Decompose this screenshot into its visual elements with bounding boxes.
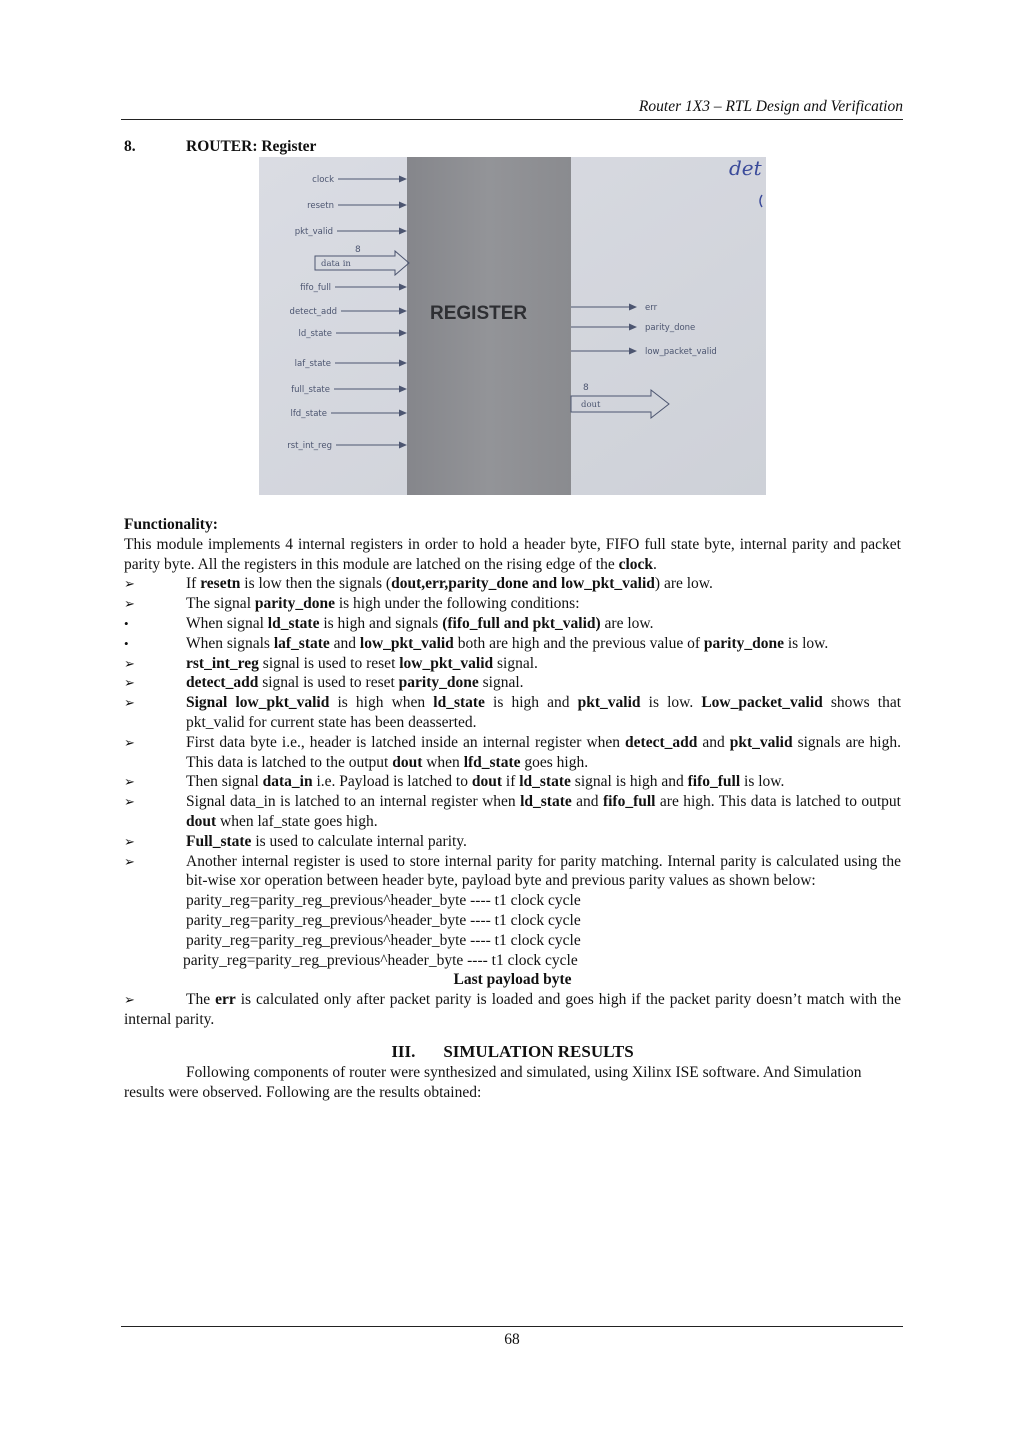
sub-item-ld-state: • When signal ld_state is high and signals (fifo_full and pkt_valid) are low. xyxy=(124,614,654,632)
header-rule xyxy=(121,119,903,120)
list-item-resetn: ➢ If resetn is low then the signals (dout,err,parity_done and low_pkt_valid) are low. xyxy=(124,575,713,593)
list-item-full-state: ➢ Full_state is used to calculate internal parity. xyxy=(124,832,467,850)
input-pin-label: detect_add xyxy=(289,307,337,317)
list-item-low-pkt-valid: ➢ Signal low_pkt_valid is high when ld_state is high and pkt_valid is low. Low_packet_valid shows that pkt_valid for current state has been deasserted. xyxy=(124,694,901,731)
arrow-bullet-icon: ➢ xyxy=(124,794,135,810)
list-item-err: ➢ The err is calculated only after packet parity is loaded and goes high if the packet parity doesn’t match with the internal parity. xyxy=(124,991,901,1028)
arrow-bullet-icon: ➢ xyxy=(124,734,135,750)
list-item-parity-done: ➢ The signal parity_done is high under the following conditions: xyxy=(124,595,580,613)
output-pin-label: low_packet_valid xyxy=(645,347,717,357)
output-pin-label: parity_done xyxy=(645,323,696,333)
section-heading xyxy=(124,138,316,156)
register-block-diagram xyxy=(259,157,766,495)
simulation-number: III. xyxy=(391,1041,416,1061)
parity-formula: parity_reg=parity_reg_previous^header_byte ---- t1 clock cycle xyxy=(186,911,581,929)
functionality-heading: Functionality: xyxy=(124,516,218,533)
simulation-paragraph: Following components of router were synthesized and simulated, using Xilinx ISE software. And Simulation results were observed. Following are the results obtained: xyxy=(124,1063,862,1101)
running-header: Router 1X3 – RTL Design and Verification xyxy=(638,98,903,115)
data-in-width-label: 8 xyxy=(355,245,361,255)
input-pin-label: laf_state xyxy=(294,359,331,369)
list-item-rst-int-reg: ➢ rst_int_reg signal is used to reset low_pkt_valid signal. xyxy=(124,654,538,672)
last-payload-label: Last payload byte xyxy=(453,971,572,989)
list-item-payload-latch: ➢ Then signal data_in i.e. Payload is latched to dout if ld_state signal is high and fifo_full is low. xyxy=(124,773,785,791)
parity-formula: parity_reg=parity_reg_previous^header_byte ---- t1 clock cycle xyxy=(186,892,581,910)
list-item-internal-parity: ➢ Another internal register is used to store internal parity for parity matching. Internal parity is calculated using the bit-wise xor operation between header byte, payload byte and previous parity values as shown below: xyxy=(124,852,901,890)
arrow-bullet-icon: ➢ xyxy=(124,992,135,1008)
arrow-bullet-icon: ➢ xyxy=(124,655,135,671)
page-number: 68 xyxy=(504,1331,520,1348)
register-block-label: REGISTER xyxy=(430,303,528,324)
arrow-bullet-icon: ➢ xyxy=(124,675,135,691)
section-title: ROUTER: Register xyxy=(186,138,317,155)
dot-bullet-icon: • xyxy=(124,615,129,631)
arrow-bullet-icon: ➢ xyxy=(124,833,135,849)
register-block xyxy=(407,157,571,495)
output-pin-label: err xyxy=(645,303,658,313)
input-pin-label: full_state xyxy=(291,385,330,395)
list-item-detect-add: ➢ detect_add signal is used to reset parity_done signal. xyxy=(124,674,524,692)
sub-item-laf-state: • When signals laf_state and low_pkt_valid both are high and the previous value of parity_done is low. xyxy=(124,634,829,652)
parity-formula: parity_reg=parity_reg_previous^header_byte ---- t1 clock cycle xyxy=(183,951,578,969)
simulation-title: SIMULATION RESULTS xyxy=(443,1041,634,1061)
margin-note: det xyxy=(729,157,762,180)
simulation-heading xyxy=(124,1041,901,1063)
body-text xyxy=(124,515,901,1102)
input-pin-label: pkt_valid xyxy=(294,227,333,237)
input-pin-label: ld_state xyxy=(298,329,332,339)
dout-width-label: 8 xyxy=(583,383,589,393)
input-pin-label: resetn xyxy=(307,201,334,211)
input-pin-label: data in xyxy=(321,259,351,269)
list-item-header-latch: ➢ First data byte i.e., header is latched inside an internal register when detect_add and pkt_valid signals are high. This data is latched to the output dout when lfd_state goes high. xyxy=(124,733,901,771)
parity-formula: parity_reg=parity_reg_previous^header_byte ---- t1 clock cycle xyxy=(186,931,581,949)
input-pin-label: rst_int_reg xyxy=(287,441,332,451)
arrow-bullet-icon: ➢ xyxy=(124,596,135,612)
input-pin-label: fifo_full xyxy=(300,283,331,293)
input-pin-label: lfd_state xyxy=(290,409,327,419)
input-pin-label: clock xyxy=(312,175,334,185)
arrow-bullet-icon: ➢ xyxy=(124,774,135,790)
arrow-bullet-icon: ➢ xyxy=(124,695,135,711)
functionality-intro: This module implements 4 internal registers in order to hold a header byte, FIFO full state byte, internal parity and packet parity byte. All the registers in this module are latched on the rising edge of the clock. xyxy=(124,535,901,573)
arrow-bullet-icon: ➢ xyxy=(124,853,135,869)
section-number: 8. xyxy=(124,138,136,155)
footer-rule xyxy=(121,1326,903,1327)
dot-bullet-icon: • xyxy=(124,635,129,651)
dout-label: dout xyxy=(581,400,601,410)
arrow-bullet-icon: ➢ xyxy=(124,576,135,592)
list-item-data-in-latch: ➢ Signal data_in is latched to an internal register when ld_state and fifo_full are high. This data is latched to output dout when laf_state goes high. xyxy=(124,793,901,830)
